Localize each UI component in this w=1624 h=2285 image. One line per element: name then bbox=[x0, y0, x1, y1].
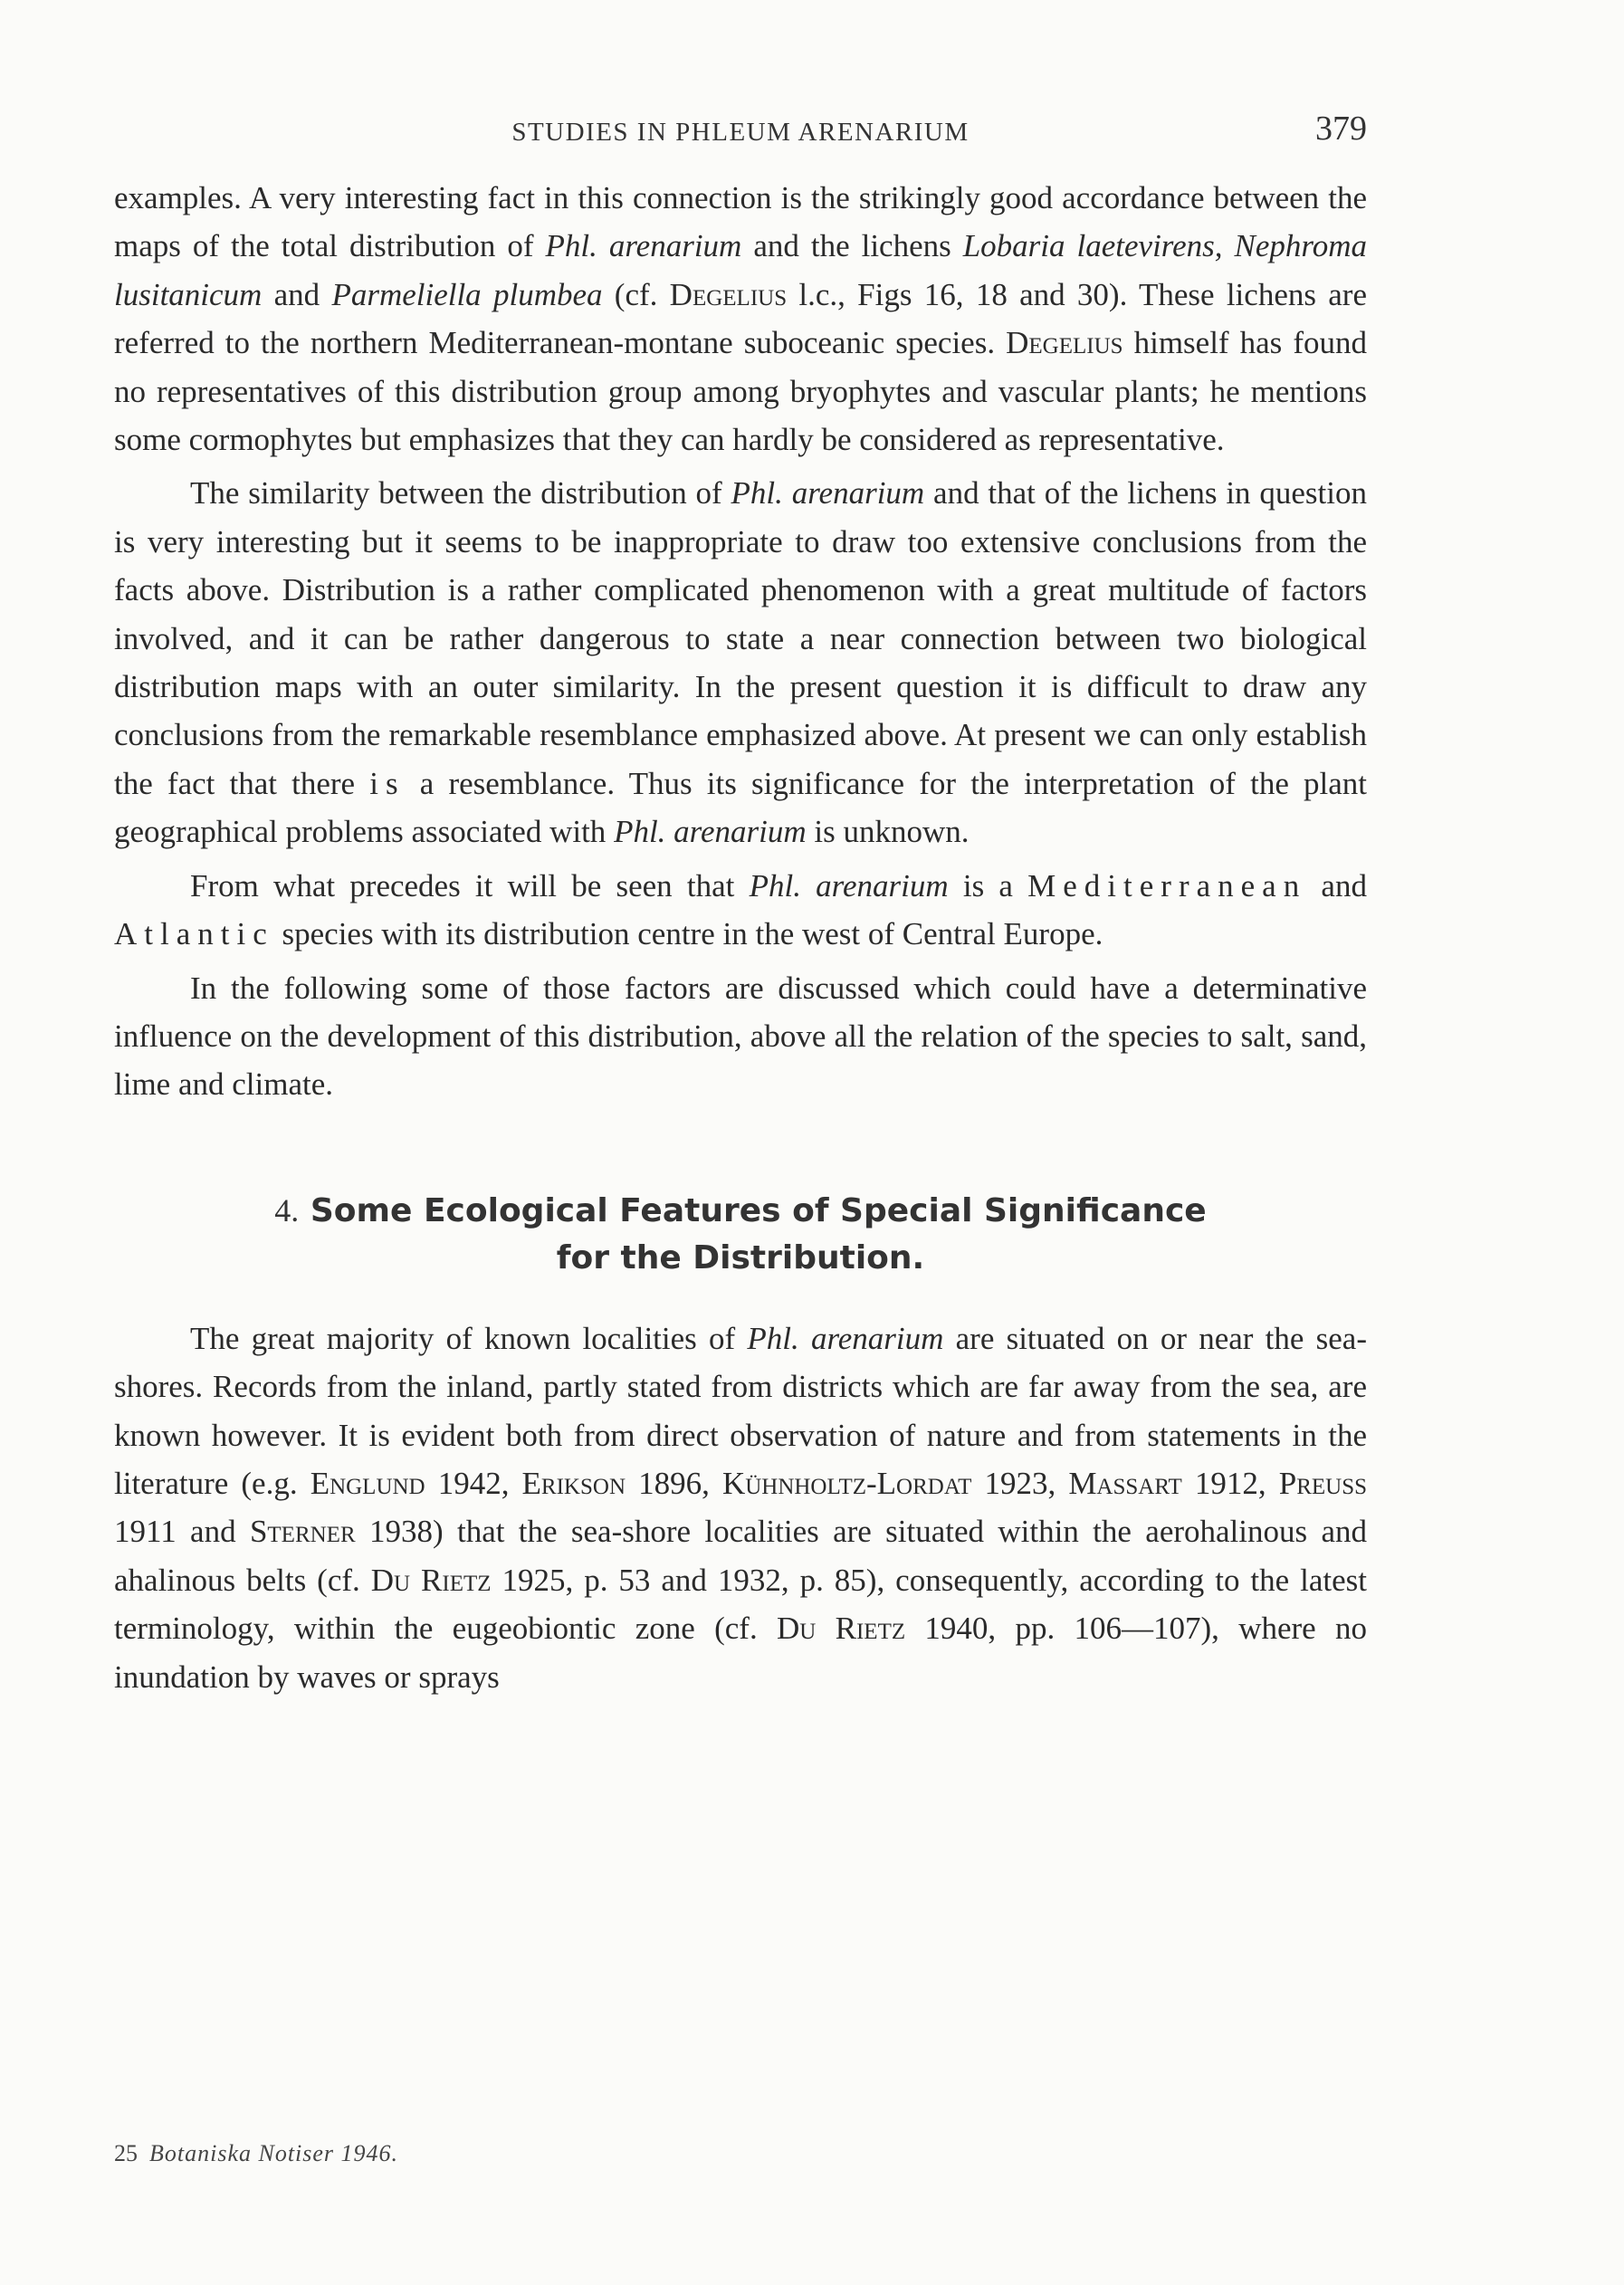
body-text bbox=[114, 174, 1367, 1701]
section-title-line-2: for the Distribution. bbox=[556, 1238, 925, 1276]
running-title: STUDIES IN PHLEUM ARENARIUM bbox=[511, 118, 970, 147]
page-number: 379 bbox=[1315, 110, 1367, 148]
author-name: Degelius bbox=[669, 276, 788, 312]
paragraph-5: The great majority of known localities of Phl. arenarium are situated on or near the sea-shores. Records from the inland, partly stated from districts which are far away from the sea, are known however. It is evident both from direct observation of nature and from statements in the literature (e.g. Englund 1942, Erikson 1896, Kühnholtz-Lordat 1923, Massart 1912, Preuss 1911 and Sterner 1938) that the sea-shore localities are situated within the aerohalinous and ahalinous belts (cf. Du Rietz 1925, p. 53 and 1932, p. 85), consequently, according to the latest terminology, within the eugeobiontic zone (cf. Du Rietz 1940, pp. 106—107), where no inundation by waves or sprays bbox=[114, 1320, 1368, 1695]
page-header bbox=[114, 109, 1367, 156]
paragraph-4: In the following some of those factors are discussed which could have a determinative influence on the development of this distribution, above all the relation of the species to salt, sand, lime and climate. bbox=[114, 970, 1367, 1103]
journal-name: Botaniska Notiser 1946. bbox=[149, 2140, 399, 2166]
section-title-line-1: Some Ecological Features of Special Significance bbox=[310, 1191, 1207, 1229]
paragraph-3: From what precedes it will be seen that Phl. arenarium is a Mediterranean and Atlantic species with its distribution centre in the west of Central Europe. bbox=[114, 867, 1367, 952]
page-footer bbox=[114, 2140, 398, 2167]
section-number: 4. bbox=[274, 1191, 300, 1229]
section-heading bbox=[114, 1187, 1367, 1282]
author-name: Degelius bbox=[1006, 325, 1123, 361]
paragraph-2: The similarity between the distribution of Phl. arenarium and that of the lichens in question is very interesting but it seems to be inappropriate to draw too extensive conclusions from the facts above. Distribution is a rather complicated phenomenon with a great multitude of factors involved, and it can be rather dangerous to state a near connection between two biological distribution maps with an outer similarity. In the present question it is difficult to draw any conclusions from the remarkable resemblance emphasized above. At present we can only establish the fact that there is a resemblance. Thus its significance for the interpretation of the plant geographical problems associated with Phl. arenarium is unknown. bbox=[114, 475, 1367, 850]
signature-number: 25 bbox=[114, 2140, 138, 2166]
paragraph-1: examples. A very interesting fact in this connection is the strikingly good accordance between the maps of the total distribution of Phl. arenarium and the lichens Lobaria laetevirens, Nephroma lusitanicum and Parmeliella plumbea (cf. Degelius l.c., Figs 16, 18 and 30). These lichens are referred to the northern Mediterranean-montane suboceanic species. Degelius himself has found no representatives of this distribution group among bryophytes and vascular plants; he mentions some cormophytes but emphasizes that they can hardly be considered as representative. bbox=[114, 180, 1367, 458]
